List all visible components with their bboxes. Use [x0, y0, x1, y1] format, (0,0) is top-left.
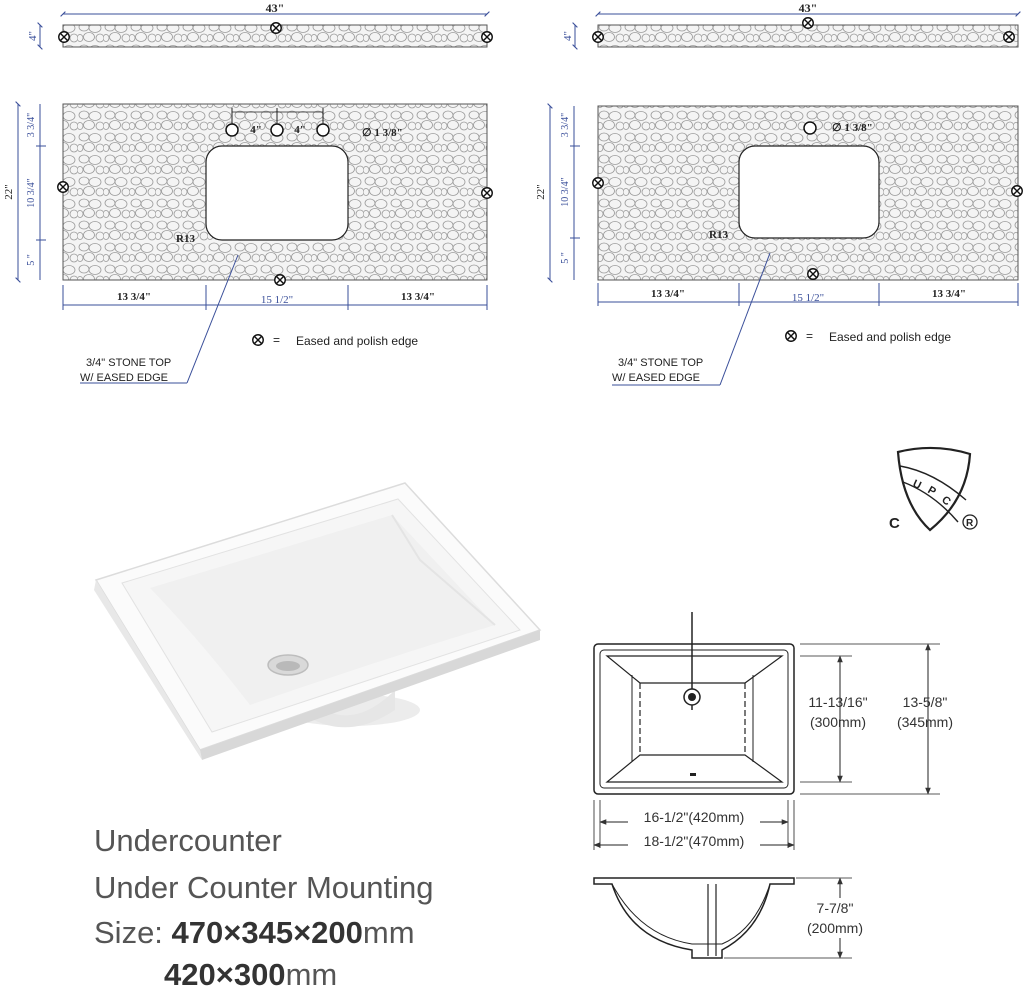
eased-edge-icon [58, 182, 69, 193]
front-gap-label: 5 " [560, 252, 571, 264]
faucet-hole [226, 124, 238, 136]
registered-letter: R [966, 518, 974, 529]
sink-cutout [206, 146, 348, 240]
splash-height-label: 4" [27, 31, 39, 41]
legend-text: Eased and polish edge [296, 334, 419, 348]
faucet-hole [317, 124, 329, 136]
hole-diameter-label: ∅ 1 3/8" [362, 127, 403, 139]
splash-height-label: 4" [562, 31, 574, 41]
left-margin-label: 13 3/4" [651, 288, 685, 300]
right-margin-label: 13 3/4" [932, 288, 966, 300]
depth-label: 22" [3, 184, 15, 200]
eased-edge-icon [803, 18, 814, 29]
sink-cutout [739, 146, 879, 238]
outer-depth-mm: (345mm) [896, 714, 954, 730]
depth-label: 22" [535, 184, 547, 200]
callout-line2: W/ EASED EDGE [80, 372, 169, 384]
size-value: 470×345×200 [171, 915, 363, 950]
eased-edge-icon [593, 178, 604, 189]
eased-edge-icon [593, 32, 604, 43]
eased-edge-icon [59, 32, 70, 43]
radius-label: R13 [176, 233, 195, 245]
c-mark: C [889, 515, 900, 532]
legend-text: Eased and polish edge [829, 330, 952, 344]
bowl-depth-label: 10 3/4" [560, 177, 571, 207]
caption-mounting: Under Counter Mounting [94, 870, 434, 905]
sink-product-image [94, 483, 540, 760]
total-width-label: 43" [798, 1, 818, 15]
upc-certification-logo [889, 448, 977, 532]
hole-diameter-label: ∅ 1 3/8" [832, 122, 873, 134]
countertop-plan-three-hole [3, 1, 492, 384]
alt-size-unit: mm [285, 957, 338, 992]
callout-line2: W/ EASED EDGE [612, 372, 701, 384]
eased-edge-icon [482, 188, 493, 199]
outer-width-label: 18-1/2"(470mm) [643, 833, 745, 849]
caption-alt-size [164, 957, 337, 993]
faucet-hole [804, 122, 816, 134]
front-gap-label: 5 " [26, 254, 37, 266]
caption-type: Undercounter [94, 823, 282, 858]
size-label: Size: [94, 915, 172, 950]
size-unit: mm [362, 915, 415, 950]
countertop-plan-single-hole [535, 1, 1022, 385]
eased-edge-icon [786, 331, 797, 342]
eased-edge-icon [482, 32, 493, 43]
eased-edge-icon [271, 23, 282, 34]
left-margin-label: 13 3/4" [117, 291, 151, 303]
bowl-width-label: 15 1/2" [791, 292, 825, 304]
sink-plan-drawing [594, 612, 953, 850]
alt-size-value: 420×300 [164, 957, 286, 992]
eased-edge-icon [253, 335, 264, 346]
height-in: 7-7/8" [816, 900, 854, 916]
callout-line1: 3/4" STONE TOP [86, 357, 172, 369]
radius-label: R13 [709, 229, 728, 241]
eased-edge-icon [275, 275, 286, 286]
inner-depth-in: 11-13/16" [808, 694, 868, 710]
bowl-depth-label: 10 3/4" [26, 178, 37, 208]
inner-width-label: 16-1/2"(420mm) [643, 809, 745, 825]
inner-depth-mm: (300mm) [809, 714, 867, 730]
back-gap-label: 3 3/4" [26, 112, 37, 138]
upc-letter: P [925, 484, 938, 499]
faucet-hole [271, 124, 283, 136]
upc-letter: C [939, 493, 953, 509]
height-mm: (200mm) [806, 920, 864, 936]
total-width-label: 43" [265, 1, 285, 15]
hole-spacing-label: 4" [250, 124, 262, 136]
eased-edge-icon [1012, 186, 1023, 197]
bowl-width-label: 15 1/2" [260, 294, 294, 306]
outer-depth-in: 13-5/8" [902, 694, 948, 710]
upc-letter: U [910, 477, 924, 493]
back-gap-label: 3 3/4" [560, 112, 571, 138]
callout-line1: 3/4" STONE TOP [618, 357, 704, 369]
legend-equals: = [273, 333, 281, 347]
legend-equals: = [806, 329, 814, 343]
hole-spacing-label: 4" [294, 124, 306, 136]
sink-section-drawing [594, 878, 872, 958]
caption-size [94, 915, 415, 951]
eased-edge-icon [1004, 32, 1015, 43]
eased-edge-icon [808, 269, 819, 280]
right-margin-label: 13 3/4" [401, 291, 435, 303]
